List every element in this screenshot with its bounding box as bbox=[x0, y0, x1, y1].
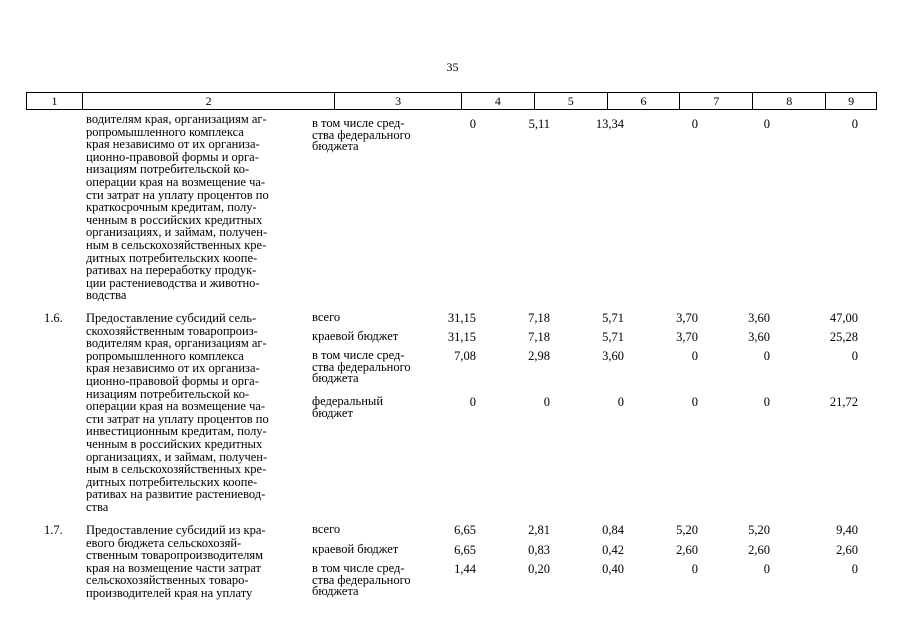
cell-col-8: 3,60 bbox=[748, 311, 770, 325]
item-number: 1.7. bbox=[44, 523, 63, 537]
cell-col-7: 3,70 bbox=[676, 311, 698, 325]
cell-col-5: 2,81 bbox=[528, 523, 550, 537]
cell-col-4: 7,08 bbox=[454, 349, 476, 363]
cell-col-7: 5,20 bbox=[676, 523, 698, 537]
cell-col-6: 0 bbox=[617, 395, 624, 409]
cell-col-6: 0,42 bbox=[602, 543, 624, 557]
cell-col-5: 0,83 bbox=[528, 543, 550, 557]
cell-col-6: 0,84 bbox=[602, 523, 624, 537]
row-label: в том числе сред- ства федерального бюджета bbox=[312, 116, 411, 153]
cell-col-4: 6,65 bbox=[454, 543, 476, 557]
row-label: в том числе сред- ства федерального бюджета bbox=[312, 348, 411, 385]
cell-col-9: 0 bbox=[851, 117, 858, 131]
cell-col-7: 0 bbox=[691, 117, 698, 131]
cell-col-6: 3,60 bbox=[602, 349, 624, 363]
cell-col-9: 25,28 bbox=[829, 330, 858, 344]
row-label: всего bbox=[312, 310, 341, 324]
cell-col-7: 0 bbox=[691, 562, 698, 576]
cell-col-8: 5,20 bbox=[748, 523, 770, 537]
item-number: 1.6. bbox=[44, 311, 63, 325]
header-col-1: 1 bbox=[27, 93, 83, 109]
cell-col-9: 2,60 bbox=[836, 543, 858, 557]
cell-col-4: 1,44 bbox=[454, 562, 476, 576]
header-col-2: 2 bbox=[83, 93, 335, 109]
cell-col-8: 0 bbox=[763, 117, 770, 131]
cell-col-9: 0 bbox=[851, 349, 858, 363]
cell-col-5: 7,18 bbox=[528, 311, 550, 325]
cell-col-4: 31,15 bbox=[447, 330, 476, 344]
cell-col-7: 0 bbox=[691, 395, 698, 409]
item-description: водителям края, организациям аг- ропромышленного комплекса края независимо от их организа- ционно-правовой формы и орга- низациям потребительской ко- операции края на возмещение ча- сти затрат на уплату процентов по краткосрочным кредитам, полу- ченным в российских кредитных организациях, и займам, получен- ным в сельскохозяйственных кре- дитных потребительских коопе- ративах на переработку продук- ции растениеводства и животно- водства bbox=[86, 112, 269, 303]
cell-col-9: 21,72 bbox=[829, 395, 858, 409]
row-label: в том числе сред- ства федерального бюджета bbox=[312, 561, 411, 598]
cell-col-9: 47,00 bbox=[829, 311, 858, 325]
cell-col-7: 2,60 bbox=[676, 543, 698, 557]
row-label: федеральный бюджет bbox=[312, 394, 384, 420]
header-col-8: 8 bbox=[753, 93, 826, 109]
cell-col-8: 0 bbox=[763, 395, 770, 409]
cell-col-5: 0 bbox=[543, 395, 550, 409]
cell-col-8: 0 bbox=[763, 562, 770, 576]
cell-col-4: 6,65 bbox=[454, 523, 476, 537]
cell-col-6: 5,71 bbox=[602, 330, 624, 344]
cell-col-4: 31,15 bbox=[447, 311, 476, 325]
row-label: всего bbox=[312, 522, 341, 536]
header-col-7: 7 bbox=[680, 93, 753, 109]
row-label: краевой бюджет bbox=[312, 329, 399, 343]
header-col-9: 9 bbox=[848, 94, 855, 108]
cell-col-6: 13,34 bbox=[595, 117, 624, 131]
header-col-5: 5 bbox=[535, 93, 608, 109]
cell-col-5: 7,18 bbox=[528, 330, 550, 344]
cell-col-5: 0,20 bbox=[528, 562, 550, 576]
cell-col-8: 0 bbox=[763, 349, 770, 363]
cell-col-8: 2,60 bbox=[748, 543, 770, 557]
cell-col-7: 0 bbox=[691, 349, 698, 363]
cell-col-8: 3,60 bbox=[748, 330, 770, 344]
cell-col-4: 0 bbox=[469, 395, 476, 409]
header-col-6: 6 bbox=[608, 93, 681, 109]
header-col-4: 4 bbox=[462, 93, 535, 109]
item-description: Предоставление субсидий из кра- евого бюджета сельскохозяй- ственным товаропроизводителям края на возмещение части затрат сельскохозяйственных товаро- производителей края на уплату bbox=[86, 523, 266, 600]
cell-col-4: 0 bbox=[469, 117, 476, 131]
cell-col-9: 0 bbox=[851, 562, 858, 576]
cell-col-5: 2,98 bbox=[528, 349, 550, 363]
row-label: краевой бюджет bbox=[312, 542, 399, 556]
cell-col-6: 5,71 bbox=[602, 311, 624, 325]
header-col-3: 3 bbox=[335, 93, 462, 109]
item-description: Предоставление субсидий сель- скохозяйственным товаропроиз- водителям края, организациям аг- ропромышленного комплекса края независимо от их организа- ционно-правовой формы и орга- низациям потребительской ко- операции края на возмещение ча- сти затрат на уплату процентов по инвестиционным кредитам, полу- ченным в российских кредитных организациях, и займам, получен- ным в сельскохозяйственных кре- дитных потребительских коопе- ративах на развитие растениевод- ства bbox=[86, 311, 269, 514]
cell-col-6: 0,40 bbox=[602, 562, 624, 576]
cell-col-9: 9,40 bbox=[836, 523, 858, 537]
page-number: 35 bbox=[446, 60, 459, 74]
table-header bbox=[26, 92, 877, 110]
cell-col-7: 3,70 bbox=[676, 330, 698, 344]
cell-col-5: 5,11 bbox=[528, 117, 550, 131]
